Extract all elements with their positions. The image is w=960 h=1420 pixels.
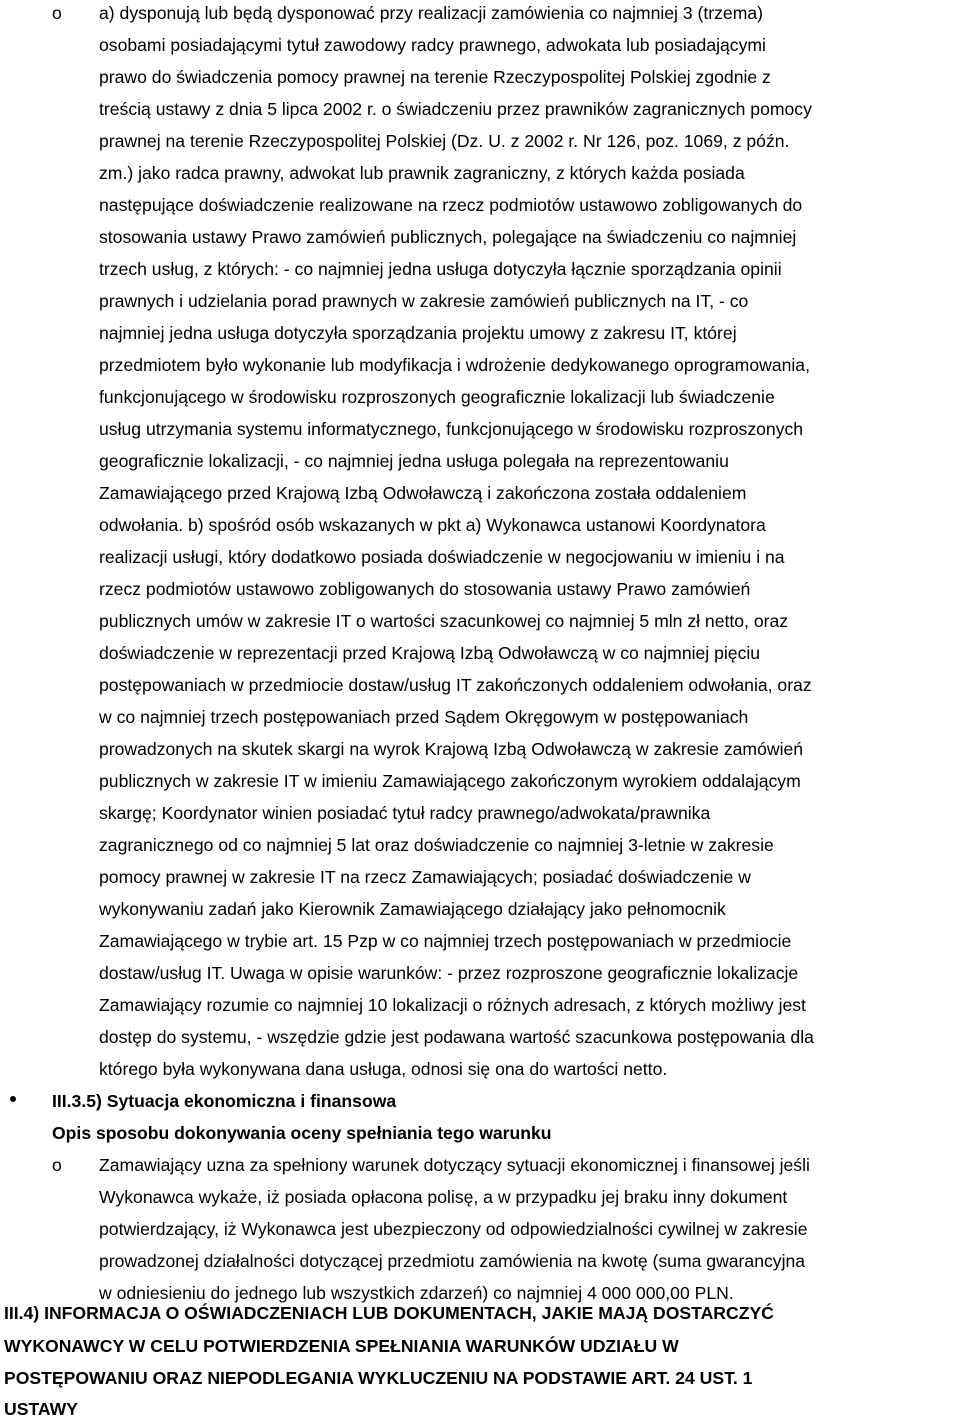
section-335-circle-marker: o	[52, 1155, 62, 1175]
item-a-line: postępowaniach w przedmiocie dostaw/usług IT zakończonych oddaleniem odwołania, oraz	[99, 675, 812, 695]
item-a-line: przedmiotem było wykonanie lub modyfikacja i wdrożenie dedykowanego oprogramowania,	[99, 355, 810, 375]
section-335-line: w odniesieniu do jednego lub wszystkich zdarzeń) co najmniej 4 000 000,00 PLN.	[99, 1283, 734, 1303]
item-a-line: Zamawiającego przed Krajową Izbą Odwoławczą i zakończona została oddaleniem	[99, 483, 747, 503]
item-a-line: dostęp do systemu, - wszędzie gdzie jest podawana wartość szacunkowa postępowania dla	[99, 1027, 814, 1047]
section-335-line: Zamawiający uzna za spełniony warunek dotyczący sytuacji ekonomicznej i finansowej jeśli	[99, 1155, 810, 1175]
item-a-line: a) dysponują lub będą dysponować przy realizacji zamówienia co najmniej 3 (trzema)	[99, 3, 764, 23]
item-a-line: rzecz podmiotów ustawowo zobligowanych do stosowania ustawy Prawo zamówień	[99, 579, 751, 599]
item-a-line: wykonywaniu zadań jako Kierownik Zamawiającego działający jako pełnomocnik	[99, 899, 726, 919]
section-335-subheading: Opis sposobu dokonywania oceny spełniania tego warunku	[52, 1123, 552, 1143]
section-34-heading-line: WYKONAWCY W CELU POTWIERDZENIA SPEŁNIANIA WARUNKÓW UDZIAŁU W	[4, 1336, 679, 1356]
item-a-line: zm.) jako radca prawny, adwokat lub prawnik zagraniczny, z których każda posiada	[99, 163, 745, 183]
item-a-line: najmniej jedna usługa dotyczyła sporządzania projektu umowy z zakresu IT, której	[99, 323, 737, 343]
section-335-line: prowadzonej działalności dotyczącej przedmiotu zamówienia na kwotę (suma gwarancyjna	[99, 1251, 806, 1271]
item-a-line: osobami posiadającymi tytuł zawodowy radcy prawnego, adwokata lub posiadającymi	[99, 35, 766, 55]
item-a-line: prowadzonych na skutek skargi na wyrok Krajową Izbą Odwoławczą w zakresie zamówień	[99, 739, 804, 759]
section-34-heading-line: POSTĘPOWANIU ORAZ NIEPODLEGANIA WYKLUCZENIU NA PODSTAWIE ART. 24 UST. 1	[4, 1368, 753, 1388]
section-335-line: Wykonawca wykaże, iż posiada opłacona polisę, a w przypadku jej braku inny dokument	[99, 1187, 788, 1207]
item-a-line: doświadczenie w reprezentacji przed Krajową Izbą Odwoławczą w co najmniej pięciu	[99, 643, 761, 663]
item-a-line: Zamawiający rozumie co najmniej 10 lokalizacji o różnych adresach, z których możliwy jest	[99, 995, 806, 1015]
item-a-line: skargę; Koordynator winien posiadać tytuł radcy prawnego/adwokata/prawnika	[99, 803, 711, 823]
item-a-line: prawo do świadczenia pomocy prawnej na terenie Rzeczypospolitej Polskiej zgodnie z	[99, 67, 771, 87]
item-a-line: następujące doświadczenie realizowane na rzecz podmiotów ustawowo zobligowanych do	[99, 195, 803, 215]
item-a-line: dostaw/usług IT. Uwaga w opisie warunków: - przez rozproszone geograficznie lokalizacje	[99, 963, 799, 983]
section-335-line: potwierdzający, iż Wykonawca jest ubezpieczony od odpowiedzialności cywilnej w zakresie	[99, 1219, 808, 1239]
item-a-line: w co najmniej trzech postępowaniach przed Sądem Okręgowym w postępowaniach	[99, 707, 749, 727]
item-a-circle-marker: o	[52, 3, 62, 23]
item-a-line: usług utrzymania systemu informatycznego, funkcjonującego w środowisku rozproszonych	[99, 419, 804, 439]
item-a-line: pomocy prawnej w zakresie IT na rzecz Zamawiających; posiadać doświadczenie w	[99, 867, 751, 887]
item-a-line: treścią ustawy z dnia 5 lipca 2002 r. o świadczeniu przez prawników zagranicznych pomocy	[99, 99, 812, 119]
item-a-line: publicznych w zakresie IT w imieniu Zamawiającego zakończonym wyrokiem oddalającym	[99, 771, 801, 791]
item-a-line: Zamawiającego w trybie art. 15 Pzp w co najmniej trzech postępowaniach w przedmiocie	[99, 931, 792, 951]
section-335-bullet	[10, 1096, 16, 1102]
item-a-line: którego była wykonywana dana usługa, odnosi się ona do wartości netto.	[99, 1059, 668, 1079]
item-a-line: zagranicznego od co najmniej 5 lat oraz doświadczenie co najmniej 3-letnie w zakresie	[99, 835, 774, 855]
item-a-line: publicznych umów w zakresie IT o wartości szacunkowej co najmniej 5 mln zł netto, oraz	[99, 611, 789, 631]
item-a-line: realizacji usługi, który dodatkowo posiada doświadczenie w negocjowaniu w imieniu i na	[99, 547, 785, 567]
item-a-line: odwołania. b) spośród osób wskazanych w pkt a) Wykonawca ustanowi Koordynatora	[99, 515, 766, 535]
section-34-heading-line: III.4) INFORMACJA O OŚWIADCZENIACH LUB DOKUMENTACH, JAKIE MAJĄ DOSTARCZYĆ	[4, 1303, 774, 1323]
item-a-line: stosowania ustawy Prawo zamówień publicznych, polegające na świadczeniu co najmniej	[99, 227, 797, 247]
item-a-line: prawnej na terenie Rzeczypospolitej Polskiej (Dz. U. z 2002 r. Nr 126, poz. 1069, z późn.	[99, 131, 790, 151]
section-335-heading: III.3.5) Sytuacja ekonomiczna i finansowa	[52, 1091, 397, 1111]
item-a-line: funkcjonującego w środowisku rozproszonych geograficznie lokalizacji lub świadczenie	[99, 387, 775, 407]
item-a-line: trzech usług, z których: - co najmniej jedna usługa dotyczyła łącznie sporządzania opinii	[99, 259, 782, 279]
section-34-heading-line: USTAWY	[4, 1399, 78, 1419]
item-a-line: geograficznie lokalizacji, - co najmniej jedna usługa polegała na reprezentowaniu	[99, 451, 729, 471]
item-a-line: prawnych i udzielania porad prawnych w zakresie zamówień publicznych na IT, - co	[99, 291, 749, 311]
